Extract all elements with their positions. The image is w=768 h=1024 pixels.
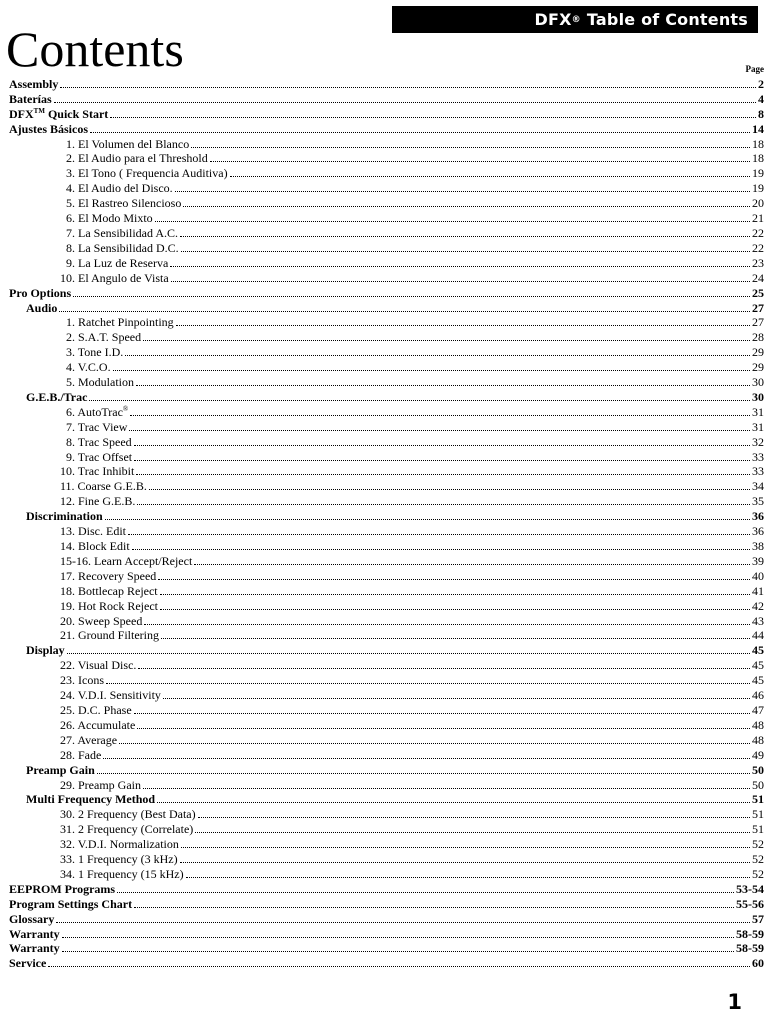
toc-entry-title: Ajustes Básicos xyxy=(9,121,89,136)
toc-page-number: 18 xyxy=(752,136,764,151)
toc-page-number: 60 xyxy=(752,956,764,971)
toc-subentry[interactable] xyxy=(9,195,764,210)
toc-page-number: 58-59 xyxy=(736,926,764,941)
dot-leader xyxy=(137,504,750,505)
dot-leader xyxy=(60,87,756,88)
toc-page-number: 30 xyxy=(752,375,764,390)
dot-leader xyxy=(160,609,750,610)
toc-page-number: 48 xyxy=(752,732,764,747)
toc-page-number: 44 xyxy=(752,628,764,643)
toc-page-number: 48 xyxy=(752,717,764,732)
toc-page-number: 25 xyxy=(752,285,764,300)
toc-page-number: 53-54 xyxy=(736,881,764,896)
toc-section[interactable] xyxy=(9,941,764,956)
toc-entry-title: Display xyxy=(26,643,65,658)
dot-leader xyxy=(134,907,734,908)
toc-entry-title: 6. El Modo Mixto xyxy=(66,211,153,226)
toc-entry-title: 1. El Volumen del Blanco xyxy=(66,136,190,151)
toc-page-number: 50 xyxy=(752,762,764,777)
toc-page-number: 31 xyxy=(752,404,764,419)
toc-page-number: 51 xyxy=(752,807,764,822)
toc-entry-title: 8. Trac Speed xyxy=(66,434,132,449)
toc-page-number: 43 xyxy=(752,613,764,628)
toc-subentry[interactable] xyxy=(9,329,764,344)
dot-leader xyxy=(67,653,750,654)
toc-entry-title: 2. El Audio para el Threshold xyxy=(66,151,208,166)
dot-leader xyxy=(62,937,734,938)
toc-page-number: 30 xyxy=(752,389,764,404)
toc-section[interactable] xyxy=(9,121,764,136)
toc-page-number: 52 xyxy=(752,852,764,867)
toc-subentry[interactable] xyxy=(9,315,764,330)
dot-leader xyxy=(97,773,750,774)
toc-subentry[interactable] xyxy=(9,240,764,255)
dot-leader xyxy=(113,370,750,371)
toc-subentry[interactable] xyxy=(9,404,764,419)
superscript-mark: TM xyxy=(33,106,45,115)
toc-entry-title: 10. Trac Inhibit xyxy=(60,464,135,479)
dot-leader xyxy=(175,191,750,192)
toc-subentry[interactable] xyxy=(9,747,764,762)
toc-subentry[interactable] xyxy=(9,136,764,151)
dot-leader xyxy=(163,698,750,699)
toc-entry-title: 18. Bottlecap Reject xyxy=(60,583,158,598)
toc-entry-title: 19. Hot Rock Reject xyxy=(60,598,158,613)
toc-entry-title: Multi Frequency Method xyxy=(26,792,156,807)
dot-leader xyxy=(110,117,756,118)
toc-page-number: 31 xyxy=(752,419,764,434)
toc-entry-title: 7. Trac View xyxy=(66,419,128,434)
toc-page-number: 20 xyxy=(752,196,764,211)
toc-subentry[interactable] xyxy=(9,613,764,628)
toc-entry-title: 29. Preamp Gain xyxy=(60,777,141,792)
toc-entry-title: Assembly xyxy=(9,76,59,91)
dot-leader xyxy=(155,221,750,222)
dot-leader xyxy=(144,624,750,625)
toc-subentry[interactable] xyxy=(9,165,764,180)
toc-entry-title: 20. Sweep Speed xyxy=(60,613,143,628)
dot-leader xyxy=(103,758,750,759)
toc-page-number: 45 xyxy=(752,643,764,658)
toc-page-number: 36 xyxy=(752,524,764,539)
dot-leader xyxy=(160,594,750,595)
dot-leader xyxy=(117,892,734,893)
toc-page-number: 29 xyxy=(752,345,764,360)
toc-page-number: 2 xyxy=(758,76,764,91)
toc-entry-title: 27. Average xyxy=(60,732,118,747)
dot-leader xyxy=(170,266,750,267)
toc-section[interactable] xyxy=(9,896,764,911)
toc-section[interactable] xyxy=(9,955,764,970)
toc-subentry[interactable] xyxy=(9,478,764,493)
toc-page-number: 27 xyxy=(752,300,764,315)
dot-leader xyxy=(191,147,750,148)
toc-entry-title: 14. Block Edit xyxy=(60,539,130,553)
toc-page-number: 35 xyxy=(752,494,764,509)
toc-subentry[interactable] xyxy=(9,151,764,166)
dot-leader xyxy=(130,415,750,416)
toc-subentry[interactable] xyxy=(9,419,764,434)
dot-leader xyxy=(134,460,750,461)
toc-entry-title: 4. V.C.O. xyxy=(66,360,111,375)
toc-entry-title: 5. Modulation xyxy=(66,375,134,390)
dot-leader xyxy=(158,579,750,580)
dot-leader xyxy=(195,832,750,833)
header-title-suffix: Table of Contents xyxy=(586,10,748,29)
dot-leader xyxy=(56,922,750,923)
superscript-mark: ® xyxy=(122,404,129,413)
toc-subsection[interactable] xyxy=(9,508,764,523)
registered-mark: ® xyxy=(571,14,581,25)
toc-entry-title: 17. Recovery Speed xyxy=(60,568,157,583)
toc-page-number: 32 xyxy=(752,434,764,449)
toc-subsection[interactable] xyxy=(9,762,764,777)
toc-entry-title: Audio xyxy=(26,300,58,315)
toc-entry-title: 26. Accumulate xyxy=(60,717,136,732)
toc-page-number: 47 xyxy=(752,702,764,717)
toc-entry-title: 11. Coarse G.E.B. xyxy=(60,479,147,494)
toc-page-number: 58-59 xyxy=(736,941,764,956)
toc-entry-title: Discrimination xyxy=(26,509,103,524)
dot-leader xyxy=(73,296,750,297)
toc-subentry[interactable] xyxy=(9,657,764,672)
toc-entry-title: 12. Fine G.E.B. xyxy=(60,494,136,509)
toc-entry-title: 9. Trac Offset xyxy=(66,449,133,464)
toc-subentry[interactable] xyxy=(9,538,764,553)
dot-leader xyxy=(230,176,750,177)
dot-leader xyxy=(105,519,750,520)
dot-leader xyxy=(180,236,750,237)
toc-page-number: 33 xyxy=(752,449,764,464)
toc-entry-title: 15-16. Learn Accept/Reject xyxy=(60,553,193,568)
toc-subentry[interactable] xyxy=(9,255,764,270)
toc-subentry[interactable] xyxy=(9,359,764,374)
toc-page-number: 46 xyxy=(752,688,764,703)
toc-page-number: 55-56 xyxy=(736,896,764,911)
dot-leader xyxy=(186,877,750,878)
toc-entry-title: EEPROM Programs xyxy=(9,881,116,896)
toc-entry-title: 1. Ratchet Pinpointing xyxy=(66,315,174,330)
toc-subentry[interactable] xyxy=(9,866,764,881)
toc-subentry[interactable] xyxy=(9,464,764,479)
toc-entry-title: 28. Fade xyxy=(60,747,102,762)
toc-page-number: 51 xyxy=(752,822,764,837)
dot-leader xyxy=(90,132,750,133)
toc-subentry[interactable] xyxy=(9,553,764,568)
toc-entry-title: 3. El Tono ( Frequencia Auditiva) xyxy=(66,166,228,181)
dot-leader xyxy=(106,683,750,684)
toc-page-number: 45 xyxy=(752,658,764,673)
dot-leader xyxy=(128,534,750,535)
toc-subentry[interactable] xyxy=(9,344,764,359)
toc-subentry[interactable] xyxy=(9,851,764,866)
toc-subentry[interactable] xyxy=(9,717,764,732)
toc-entry-title: 24. V.D.I. Sensitivity xyxy=(60,688,161,703)
toc-entry-title: 13. Disc. Edit xyxy=(60,524,126,539)
dot-leader xyxy=(181,251,750,252)
toc-subentry[interactable] xyxy=(9,777,764,792)
toc-entry-title: 8. La Sensibilidad D.C. xyxy=(66,240,179,255)
dot-leader xyxy=(194,564,750,565)
toc-subentry[interactable] xyxy=(9,568,764,583)
toc-subentry[interactable] xyxy=(9,702,764,717)
dot-leader xyxy=(210,161,750,162)
dot-leader xyxy=(157,802,750,803)
dot-leader xyxy=(59,311,750,312)
header-title: DFX xyxy=(534,10,572,29)
dot-leader xyxy=(176,325,750,326)
toc-entry-title: 32. V.D.I. Normalization xyxy=(60,837,179,852)
dot-leader xyxy=(119,743,750,744)
toc-page-number: 18 xyxy=(752,151,764,166)
toc-page-number: 36 xyxy=(752,509,764,524)
toc-entry-title: 33. 1 Frequency (3 kHz) xyxy=(60,852,178,867)
page-number: 1 xyxy=(727,990,742,1014)
dot-leader xyxy=(54,102,756,103)
toc-entry-title: 2. S.A.T. Speed xyxy=(66,330,142,345)
toc-page-number: 28 xyxy=(752,330,764,345)
toc-page-number: 19 xyxy=(752,181,764,196)
toc-subsection[interactable] xyxy=(9,300,764,315)
toc-section[interactable] xyxy=(9,911,764,926)
toc-page-number: 4 xyxy=(758,91,764,106)
table-of-contents xyxy=(9,76,764,970)
dot-leader xyxy=(138,668,750,669)
dot-leader xyxy=(62,951,734,952)
toc-entry-title: 10. El Angulo de Vista xyxy=(60,270,169,285)
toc-entry-title: Baterías xyxy=(9,91,52,106)
toc-subentry[interactable] xyxy=(9,449,764,464)
toc-subentry[interactable] xyxy=(9,210,764,225)
toc-section[interactable] xyxy=(9,76,764,91)
toc-entry-title: 34. 1 Frequency (15 kHz) xyxy=(60,866,184,881)
dot-leader xyxy=(134,713,750,714)
toc-page-number: 40 xyxy=(752,568,764,583)
toc-page-number: 39 xyxy=(752,553,764,568)
toc-page-number: 51 xyxy=(752,792,764,807)
page-title: Contents xyxy=(6,21,184,77)
dot-leader xyxy=(48,966,750,967)
toc-subentry[interactable] xyxy=(9,598,764,613)
dot-leader xyxy=(181,847,750,848)
toc-page-number: 14 xyxy=(752,121,764,136)
toc-page-number: 52 xyxy=(752,837,764,852)
toc-page-number: 50 xyxy=(752,777,764,792)
toc-entry-title: 23. Icons xyxy=(60,673,104,688)
toc-subentry[interactable] xyxy=(9,493,764,508)
toc-section[interactable] xyxy=(9,926,764,941)
toc-page-number: 22 xyxy=(752,225,764,240)
toc-entry-title: 25. D.C. Phase xyxy=(60,702,132,717)
toc-subsection[interactable] xyxy=(9,642,764,657)
toc-subentry[interactable] xyxy=(9,672,764,687)
toc-page-number: 52 xyxy=(752,866,764,881)
toc-entry-title: 4. El Audio del Disco. xyxy=(66,181,173,196)
toc-entry-title: Warranty xyxy=(9,926,60,941)
dot-leader xyxy=(180,862,750,863)
toc-page-number: 27 xyxy=(752,315,764,330)
toc-subentry[interactable] xyxy=(9,523,764,538)
dot-leader xyxy=(129,430,750,431)
toc-page-number: 33 xyxy=(752,464,764,479)
dot-leader xyxy=(171,281,750,282)
toc-entry-title: 30. 2 Frequency (Best Data) xyxy=(60,807,196,822)
toc-page-number: 29 xyxy=(752,360,764,375)
toc-subentry[interactable] xyxy=(9,270,764,285)
toc-page-number: 23 xyxy=(752,255,764,270)
dot-leader xyxy=(183,206,750,207)
toc-entry-title: 5. El Rastreo Silencioso xyxy=(66,196,182,211)
toc-entry-title: Warranty xyxy=(9,941,60,956)
toc-page-number: 8 xyxy=(758,106,764,121)
dot-leader xyxy=(134,445,750,446)
toc-page-number: 57 xyxy=(752,911,764,926)
toc-page-number: 45 xyxy=(752,673,764,688)
toc-page-number: 34 xyxy=(752,479,764,494)
toc-entry-title: Service xyxy=(9,956,47,971)
dot-leader xyxy=(161,638,750,639)
toc-section[interactable] xyxy=(9,106,764,121)
dot-leader xyxy=(136,474,750,475)
toc-page-number: 24 xyxy=(752,270,764,285)
toc-page-number: 21 xyxy=(752,211,764,226)
dot-leader xyxy=(143,340,750,341)
toc-entry-title: 6. AutoTrac® xyxy=(66,404,129,419)
toc-page-number: 38 xyxy=(752,539,764,553)
toc-subentry[interactable] xyxy=(9,434,764,449)
toc-subentry[interactable] xyxy=(9,821,764,836)
toc-entry-title: Preamp Gain xyxy=(26,762,95,777)
dot-leader xyxy=(149,489,750,490)
toc-entry-title: DFX™ Quick Start xyxy=(9,106,109,121)
section-header-banner xyxy=(392,6,758,33)
toc-entry-title: 7. La Sensibilidad A.C. xyxy=(66,225,178,240)
toc-entry-title: 31. 2 Frequency (Correlate) xyxy=(60,822,194,837)
dot-leader xyxy=(198,817,750,818)
toc-subentry[interactable] xyxy=(9,583,764,598)
toc-entry-title: Program Settings Chart xyxy=(9,896,133,911)
toc-subentry[interactable] xyxy=(9,374,764,389)
toc-page-number: 19 xyxy=(752,166,764,181)
toc-section[interactable] xyxy=(9,285,764,300)
toc-page-number: 41 xyxy=(752,583,764,598)
dot-leader xyxy=(137,728,750,729)
toc-subentry[interactable] xyxy=(9,687,764,702)
dot-leader xyxy=(136,385,750,386)
toc-entry-title: 3. Tone I.D. xyxy=(66,345,124,360)
toc-subentry[interactable] xyxy=(9,732,764,747)
dot-leader xyxy=(132,549,750,550)
toc-subsection[interactable] xyxy=(9,792,764,807)
toc-entry-title: 22. Visual Disc. xyxy=(60,658,137,673)
toc-page-number: 49 xyxy=(752,747,764,762)
toc-subentry[interactable] xyxy=(9,180,764,195)
toc-page-number: 42 xyxy=(752,598,764,613)
toc-section[interactable] xyxy=(9,91,764,106)
dot-leader xyxy=(143,788,750,789)
toc-subentry[interactable] xyxy=(9,628,764,643)
toc-section[interactable] xyxy=(9,881,764,896)
toc-subentry[interactable] xyxy=(9,225,764,240)
dot-leader xyxy=(125,355,750,356)
toc-entry-title: 9. La Luz de Reserva xyxy=(66,255,169,270)
toc-entry-title: G.E.B./Trac xyxy=(26,389,88,404)
toc-subentry[interactable] xyxy=(9,806,764,821)
toc-subsection[interactable] xyxy=(9,389,764,404)
toc-subentry[interactable] xyxy=(9,836,764,851)
dot-leader xyxy=(89,400,750,401)
toc-entry-title: 21. Ground Filtering xyxy=(60,628,159,643)
page-column-label: Page xyxy=(745,64,764,74)
toc-entry-title: Pro Options xyxy=(9,285,72,300)
toc-page-number: 22 xyxy=(752,240,764,255)
toc-entry-title: Glossary xyxy=(9,911,55,926)
